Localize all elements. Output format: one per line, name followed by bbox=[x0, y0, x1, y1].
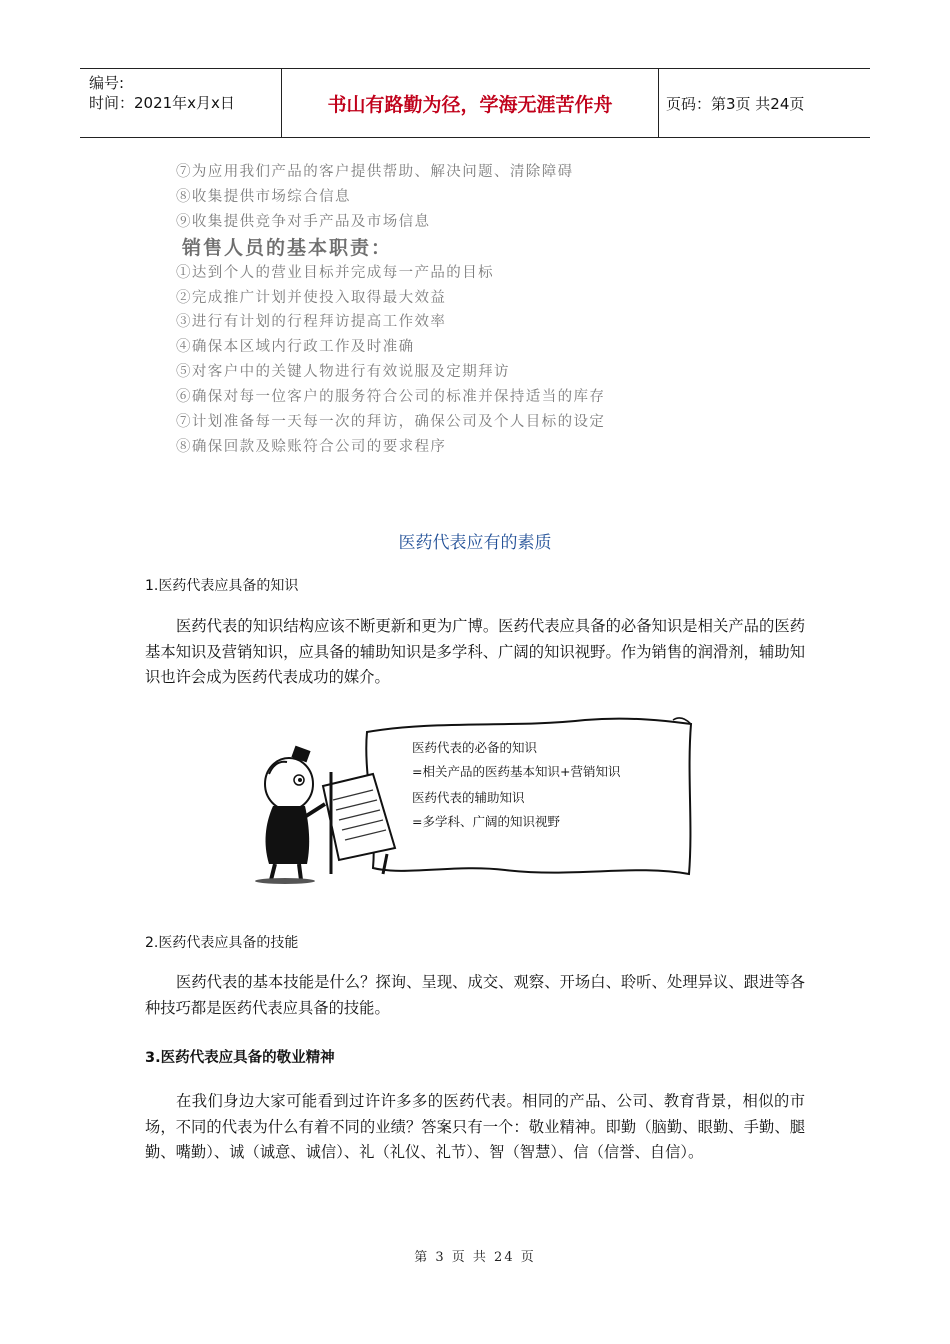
section-title: 医药代表应有的素质 bbox=[398, 533, 552, 553]
list-item: ④确保本区域内行政工作及时准确 bbox=[176, 339, 415, 356]
list-item: ⑨收集提供竞争对手产品及市场信息 bbox=[176, 213, 431, 230]
header-date: 时间：2021年x月x日 bbox=[89, 94, 235, 112]
header-number: 编号: bbox=[89, 74, 125, 92]
list-item: ②完成推广计划并使投入取得最大效益 bbox=[176, 289, 447, 306]
list-item: ⑥确保对每一位客户的服务符合公司的标准并保持适当的库存 bbox=[176, 389, 606, 406]
figure-line-4: =多学科、广阔的知识视野 bbox=[412, 814, 560, 829]
duty-list bbox=[176, 160, 605, 460]
page-footer: 第 3 页 共 24 页 bbox=[414, 1250, 536, 1265]
list-item: ⑤对客户中的关键人物进行有效说服及定期拜访 bbox=[176, 364, 510, 381]
list-item: ⑧收集提供市场综合信息 bbox=[176, 188, 351, 205]
subsection-heading-knowledge: 1.医药代表应具备的知识 bbox=[145, 578, 299, 594]
header-meta bbox=[80, 69, 282, 137]
list-item: ⑧确保回款及赊账符合公司的要求程序 bbox=[176, 438, 447, 455]
paragraph-skills: 医药代表的基本技能是什么？探询、呈现、成交、观察、开场白、聆听、处理异议、跟进等各种技巧都是医药代表应具备的技能。 bbox=[145, 973, 805, 1017]
figure-line-2: =相关产品的医药基本知识+营销知识 bbox=[412, 764, 621, 779]
figure-line-3: 医药代表的辅助知识 bbox=[412, 790, 525, 805]
list-item: ⑦为应用我们产品的客户提供帮助、解决问题、清除障碍 bbox=[176, 164, 574, 180]
list-subheading: 销售人员的基本职责： bbox=[182, 236, 393, 259]
knowledge-illustration bbox=[255, 714, 695, 884]
header-page: 页码：第3页 共24页 bbox=[666, 94, 805, 113]
list-item: ①达到个人的营业目标并完成每一产品的目标 bbox=[176, 264, 494, 281]
paragraph-dedication: 在我们身边大家可能看到过许许多多的医药代表。相同的产品、公司、教育背景，相似的市场，不同的代表为什么有着不同的业绩？答案只有一个：敬业精神。即勤（脑勤、眼勤、手勤、腿勤、嘴勤）、诚（诚意、诚信）、礼（礼仪、礼节）、智（智慧）、信（信誉、自信）。 bbox=[145, 1092, 805, 1162]
subsection-heading-skills: 2.医药代表应具备的技能 bbox=[145, 935, 299, 951]
list-item: ③进行有计划的行程拜访提高工作效率 bbox=[176, 314, 447, 331]
header-motto: 书山有路勤为径，学海无涯苦作舟 bbox=[282, 69, 659, 137]
figure-line-1: 医药代表的必备的知识 bbox=[412, 740, 538, 755]
page-header bbox=[80, 68, 870, 138]
paragraph-knowledge: 医药代表的知识结构应该不断更新和更为广博。医药代表应具备的必备知识是相关产品的医药基本知识及营销知识，应具备的辅助知识是多学科、广阔的知识视野。作为销售的润滑剂，辅助知识也许会成为医药代表成功的媒介。 bbox=[145, 617, 805, 687]
list-item: ⑦计划准备每一天每一次的拜访，确保公司及个人目标的设定 bbox=[176, 414, 606, 431]
subsection-heading-dedication: 3.医药代表应具备的敬业精神 bbox=[145, 1050, 335, 1066]
